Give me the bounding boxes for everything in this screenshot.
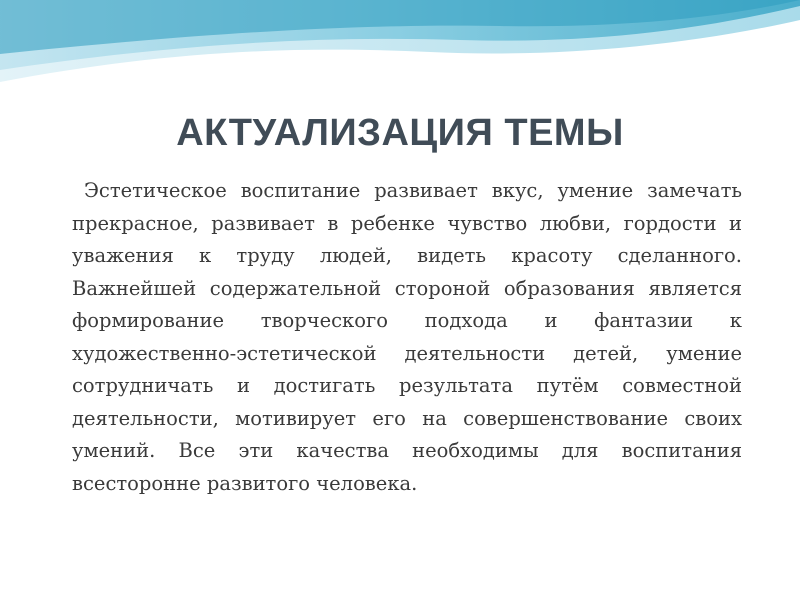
slide-title: АКТУАЛИЗАЦИЯ ТЕМЫ [176, 112, 624, 154]
slide-body-text: Эстетическое воспитание развивает вкус, умение замечать прекрасное, развивает в ребенке чувство любви, гордости и уважения к труду людей, видеть красоту сделанного. Важнейшей содержательной стороной образования является формирование творческого подхода и фантазии к художественно-эстетической деятельности детей, умение сотрудничать и достигать результата путём совместной деятельности, мотивирует его на совершенствование своих умений. Все эти качества необходимы для воспитания всесторонне развитого человека. [72, 179, 742, 495]
decorative-wave-header [0, 0, 800, 110]
